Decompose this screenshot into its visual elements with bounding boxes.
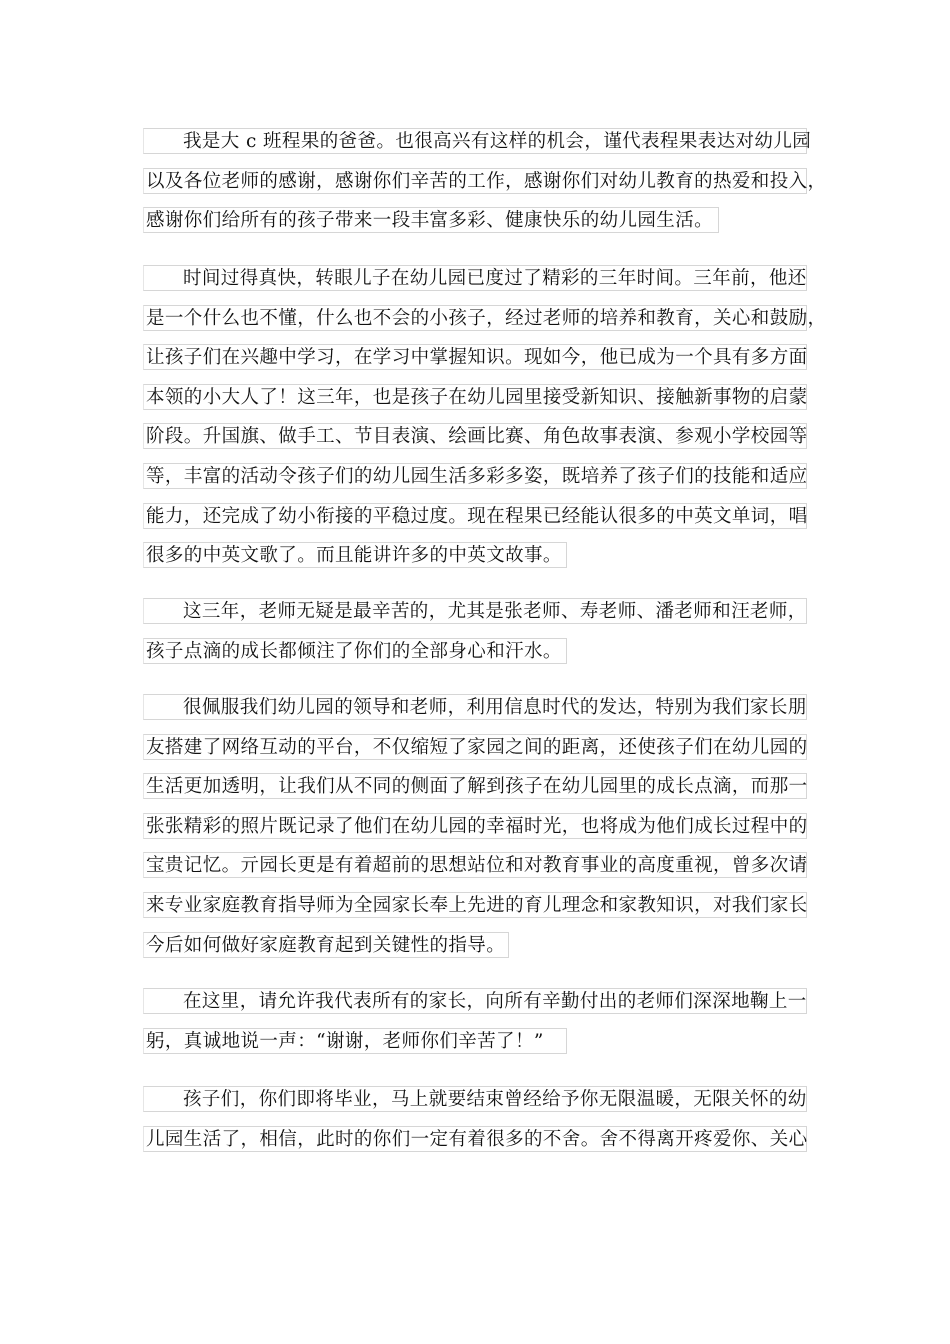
text-line: 躬，真诚地说一声：“谢谢，老师你们辛苦了！” [143,1028,567,1054]
text-line: 我是大 c 班程果的爸爸。也很高兴有这样的机会，谨代表程果表达对幼儿园 [143,128,807,154]
text-line: 本领的小大人了！这三年，也是孩子在幼儿园里接受新知识、接触新事物的启蒙 [143,384,807,410]
paragraph-3 [143,598,807,664]
text-line: 能力，还完成了幼小衔接的平稳过度。现在程果已经能认很多的中英文单词，唱 [143,503,807,529]
text-line: 在这里，请允许我代表所有的家长，向所有辛勤付出的老师们深深地鞠上一 [143,988,807,1014]
text-line: 以及各位老师的感谢，感谢你们辛苦的工作，感谢你们对幼儿教育的热爱和投入， [143,168,807,194]
text-line: 张张精彩的照片既记录了他们在幼儿园的幸福时光，也将成为他们成长过程中的 [143,813,807,839]
text-line: 孩子们，你们即将毕业，马上就要结束曾经给予你无限温暖，无限关怀的幼 [143,1086,807,1112]
text-line: 很佩服我们幼儿园的领导和老师，利用信息时代的发达，特别为我们家长朋 [143,694,807,720]
text-line: 宝贵记忆。亓园长更是有着超前的思想站位和对教育事业的高度重视，曾多次请 [143,852,807,878]
text-line: 很多的中英文歌了。而且能讲许多的中英文故事。 [143,542,567,568]
paragraph-1 [143,128,827,233]
text-line: 时间过得真快，转眼儿子在幼儿园已度过了精彩的三年时间。三年前，他还 [143,265,807,291]
text-line: 等，丰富的活动令孩子们的幼儿园生活多彩多姿，既培养了孩子们的技能和适应 [143,463,807,489]
paragraph-4 [143,694,807,958]
text-line: 感谢你们给所有的孩子带来一段丰富多彩、健康快乐的幼儿园生活。 [143,207,719,233]
text-line: 儿园生活了，相信，此时的你们一定有着很多的不舍。舍不得离开疼爱你、关心 [143,1126,807,1152]
text-line: 来专业家庭教育指导师为全园家长奉上先进的育儿理念和家教知识，对我们家长 [143,892,807,918]
paragraph-6 [143,1086,807,1152]
text-line: 孩子点滴的成长都倾注了你们的全部身心和汗水。 [143,638,567,664]
paragraph-5 [143,988,807,1054]
text-line: 这三年，老师无疑是最辛苦的，尤其是张老师、寿老师、潘老师和汪老师， [143,598,807,624]
text-line: 今后如何做好家庭教育起到关键性的指导。 [143,932,509,958]
text-line: 友搭建了网络互动的平台，不仅缩短了家园之间的距离，还使孩子们在幼儿园的 [143,734,807,760]
text-line: 是一个什么也不懂，什么也不会的小孩子，经过老师的培养和教育，关心和鼓励， [143,305,807,331]
text-line: 让孩子们在兴趣中学习，在学习中掌握知识。现如今，他已成为一个具有多方面 [143,344,807,370]
text-line: 阶段。升国旗、做手工、节目表演、绘画比赛、角色故事表演、参观小学校园等 [143,423,807,449]
text-line: 生活更加透明，让我们从不同的侧面了解到孩子在幼儿园里的成长点滴，而那一 [143,773,807,799]
paragraph-2 [143,265,827,568]
